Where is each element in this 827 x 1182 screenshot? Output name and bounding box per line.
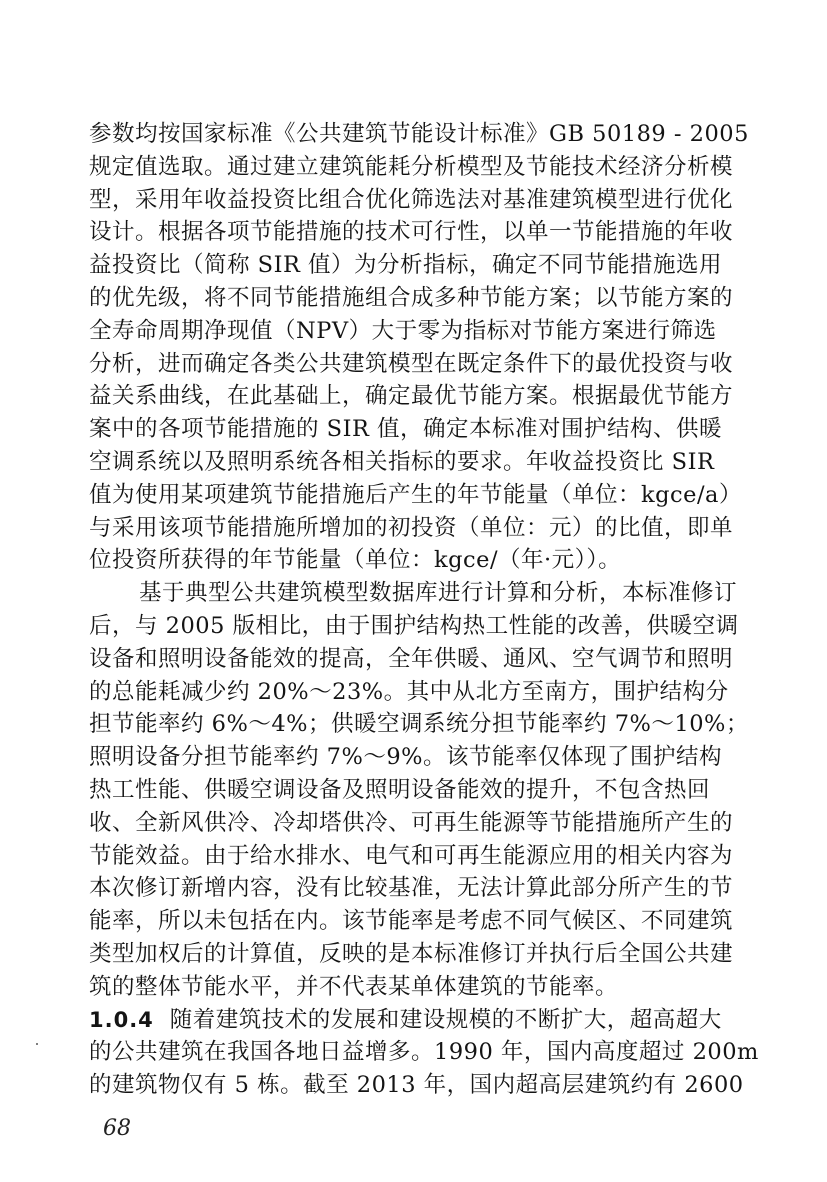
paragraph-2-line: 热工性能、供暖空调设备及照明设备能效的提升，不包含热回 <box>89 777 711 803</box>
paragraph-1-line: 全寿命周期净现值（NPV）大于零为指标对节能方案进行筛选 <box>89 317 717 344</box>
paragraph-1-line: 益投资比（简称 SIR 值）为分析指标，确定不同节能措施选用 <box>89 252 723 279</box>
paragraph-2-line: 的总能耗减少约 20%～23%。其中从北方至南方，围护结构分 <box>89 678 729 705</box>
paragraph-1-line: 值为使用某项建筑节能措施后产生的年节能量（单位：kgce/a） <box>89 481 742 508</box>
paragraph-1-line: 益关系曲线，在此基础上，确定最优节能方案。根据最优节能方 <box>89 383 734 410</box>
paragraph-2-line: 节能效益。由于给水排水、电气和可再生能源应用的相关内容为 <box>89 842 734 869</box>
paragraph-2-line: 筑的整体节能水平，并不代表某单体建筑的节能率。 <box>89 973 619 1000</box>
paragraph-1-line: 参数均按国家标准《公共建筑节能设计标准》GB 50189 - 2005 <box>89 121 749 147</box>
paragraph-1-line: 规定值选取。通过建立建筑能耗分析模型及节能技术经济分析模 <box>89 153 734 180</box>
paragraph-1-line: 型，采用年收益投资比组合优化筛选法对基准建筑模型进行优化 <box>89 186 734 213</box>
paragraph-2-line: 收、全新风供冷、冷却塔供冷、可再生能源等节能措施所产生的 <box>89 809 734 836</box>
paragraph-2-line: 类型加权后的计算值，反映的是本标准修订并执行后全国公共建 <box>89 941 734 967</box>
paragraph-2-line: 基于典型公共建筑模型数据库进行计算和分析，本标准修订 <box>139 580 738 607</box>
paragraph-2-line: 担节能率约 6%～4%；供暖空调系统分担节能率约 7%～10%； <box>89 711 749 738</box>
paragraph-1-line: 设计。根据各项节能措施的技术可行性，以单一节能措施的年收 <box>89 219 734 246</box>
paragraph-1-line: 位投资所获得的年节能量（单位：kgce/（年·元））。 <box>89 547 622 574</box>
clause-first-line-text: 随着建筑技术的发展和建设规模的不断扩大，超高超大 <box>169 1006 722 1033</box>
paragraph-2-line: 设备和照明设备能效的提高，全年供暖、通风、空气调节和照明 <box>89 645 734 672</box>
paragraph-1-line: 的优先级，将不同节能措施组合成多种节能方案；以节能方案的 <box>89 285 734 311</box>
scan-speck <box>36 1043 38 1045</box>
paragraph-1-line: 分析，进而确定各类公共建筑模型在既定条件下的最优投资与收 <box>89 350 734 377</box>
paragraph-1-line: 空调系统以及照明系统各相关指标的要求。年收益投资比 SIR <box>89 449 715 475</box>
paragraph-1-line: 案中的各项节能措施的 SIR 值，确定本标准对围护结构、供暖 <box>89 416 723 443</box>
paragraph-1-line: 与采用该项节能措施所增加的初投资（单位：元）的比值，即单 <box>89 514 734 541</box>
clause-1-0-4-line: 的公共建筑在我国各地日益增多。1990 年，国内高度超过 200m <box>89 1039 759 1066</box>
clause-1-0-4-line: 的建筑物仅有 5 栋。截至 2013 年，国内超高层建筑约有 2600 <box>89 1072 744 1099</box>
paragraph-2-line: 本次修订新增内容，没有比较基准，无法计算此部分所产生的节 <box>89 875 734 902</box>
clause-number: 1.0.4 <box>89 1007 154 1032</box>
page-number: 68 <box>103 1116 131 1141</box>
paragraph-2-line: 能率，所以未包括在内。该节能率是考虑不同气候区、不同建筑 <box>89 908 734 935</box>
paragraph-2-line: 后，与 2005 版相比，由于围护结构热工性能的改善，供暖空调 <box>89 613 739 639</box>
paragraph-2-line: 照明设备分担节能率约 7%～9%。该节能率仅体现了围护结构 <box>89 744 723 771</box>
